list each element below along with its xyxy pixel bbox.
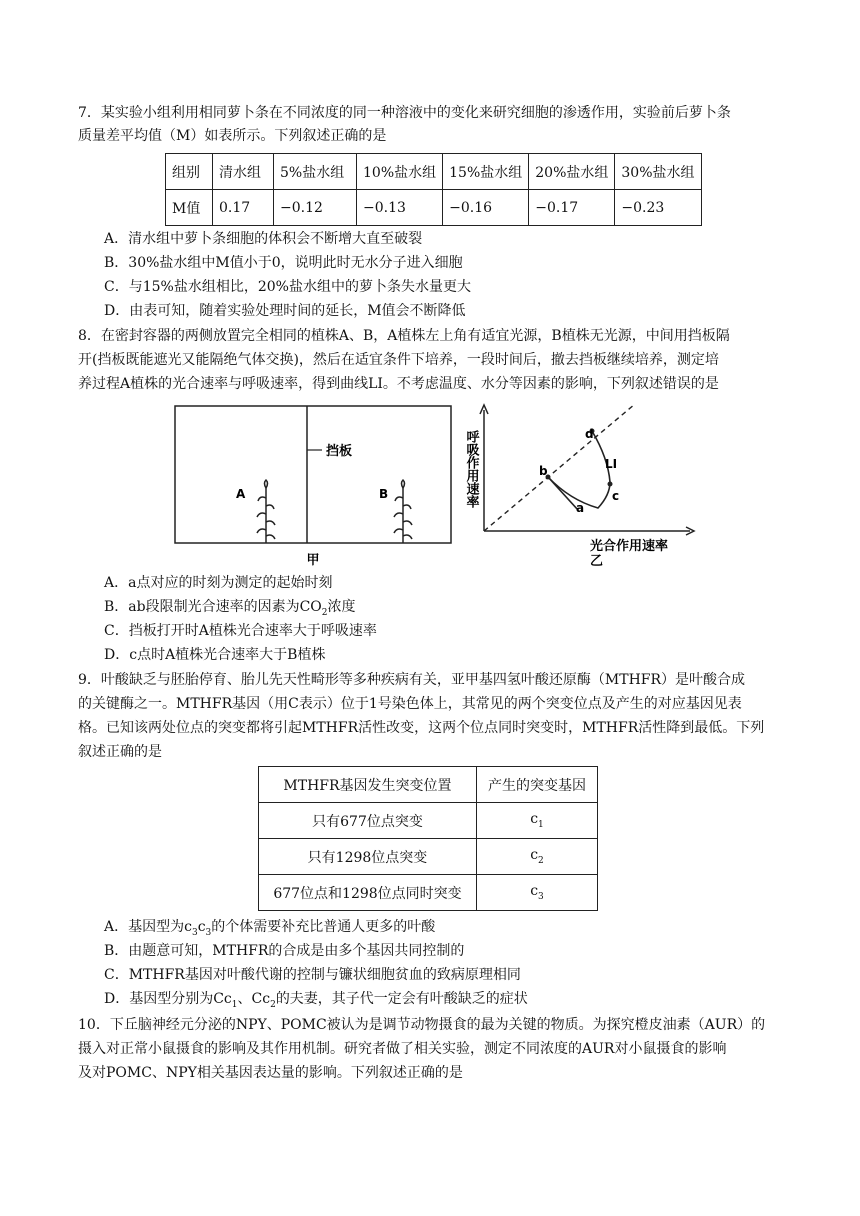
q7-stem-line2: 质量差平均值（M）如表所示。下列叙述正确的是 [78,128,387,144]
q7-option-b: B．30%盐水组中M值小于0，说明此时无水分子进入细胞 [104,255,463,271]
option-text: D．基因型分别为Cc [104,991,232,1007]
q9-table-header-row [259,767,598,803]
table-cell: 清水组 [213,154,274,190]
subscript: 1 [231,999,238,1010]
curve-li [548,431,610,508]
table-row [259,875,598,911]
y-axis-label: 呼吸作用速率 [463,430,479,508]
q8-figure-jia [170,400,460,572]
subscript: 3 [205,927,212,938]
q10-stem-line1: 10．下丘脑神经元分泌的NPY、POMC被认为是调节动物摄食的最为关键的物质。为探究橙皮油素（AUR）的 [78,1017,766,1033]
table-cell: −0.23 [615,190,701,226]
table-cell: 15%盐水组 [443,154,529,190]
table-cell [477,875,598,911]
q9-option-d [104,989,528,1015]
subscript: 2 [538,855,544,866]
q8-option-c: C．挡板打开时A植株光合速率大于呼吸速率 [104,623,377,639]
q9-option-c: C．MTHFR基因对叶酸代谢的控制与镰状细胞贫血的致病原理相同 [104,967,521,983]
q7-table-header-row [166,154,702,190]
option-text: 、Cc [237,991,271,1007]
q10-stem-line3: 及对POMC、NPY相关基因表达量的影响。下列叙述正确的是 [78,1065,463,1081]
table-cell: 5%盐水组 [274,154,357,190]
table-cell: 只有677位点突变 [259,803,477,839]
table-cell: −0.12 [274,190,357,226]
plant-a-icon [257,480,275,543]
table-cell: 组别 [166,154,213,190]
table-row [259,839,598,875]
subscript: 2 [321,607,328,618]
q7-table-data-row [166,190,702,226]
figure-jia-caption: 甲 [306,553,320,568]
table-cell: 30%盐水组 [615,154,701,190]
table-cell [477,839,598,875]
table-row [259,803,598,839]
q8-option-d: D．c点时A植株光合速率大于B植株 [104,647,326,663]
option-text: A．基因型为c [104,919,192,935]
point-b-label: b [539,464,548,478]
q9-table [258,766,598,911]
option-text: 浓度 [327,599,356,615]
curve-li-label: LI [605,457,618,471]
table-cell: 产生的突变基因 [477,767,598,803]
table-cell: 只有1298位点突变 [259,839,477,875]
q9-option-b: B．由题意可知，MTHFR的合成是由多个基因共同控制的 [104,943,465,959]
subscript: 3 [191,927,198,938]
table-cell: 677位点和1298位点同时突变 [259,875,477,911]
subscript: 1 [538,819,544,830]
q8-figure-yi [460,400,710,572]
subscript: 3 [538,891,544,902]
option-text: 的个体需要补充比普通人更多的叶酸 [211,919,436,935]
q8-stem-line1: 8．在密封容器的两侧放置完全相同的植株A、B，A植株左上角有适宜光源，B植株无光源，中间用挡板隔 [78,328,730,344]
table-cell: MTHFR基因发生突变位置 [259,767,477,803]
q8-option-a: A．a点对应的时刻为测定的起始时刻 [104,575,333,591]
table-cell: −0.16 [443,190,529,226]
q7-table [165,153,702,226]
option-text: 的夫妻，其子代一定会有叶酸缺乏的症状 [275,991,528,1007]
table-cell: 0.17 [213,190,274,226]
q9-stem-line1: 9．叶酸缺乏与胚胎停育、胎儿先天性畸形等多种疾病有关，亚甲基四氢叶酸还原酶（MTHFR）是叶酸合成 [78,672,746,688]
q8-option-b [104,597,356,623]
table-cell: −0.13 [357,190,443,226]
q8-stem-line3: 养过程A植株的光合速率与呼吸速率，得到曲线LI。不考虑温度、水分等因素的影响，下列叙述错误的是 [78,376,719,392]
q9-option-a [104,917,435,943]
curve-ab-segment [548,477,578,510]
plant-b-icon [394,480,412,543]
table-cell: −0.17 [529,190,615,226]
gene-symbol: c [530,847,539,864]
option-text: c [197,919,206,935]
figure-yi-caption: 乙 [590,554,604,569]
option-text: B．ab段限制光合速率的因素为CO [104,599,322,615]
table-cell: 20%盐水组 [529,154,615,190]
x-axis-label: 光合作用速率 [590,539,669,554]
q10-stem-line2: 摄入对正常小鼠摄食的影响及其作用机制。研究者做了相关实验，测定不同浓度的AUR对小鼠摄食的影响 [78,1041,727,1057]
table-cell: M值 [166,190,213,226]
point-d-label: d [585,427,594,441]
plant-a-label: A [236,487,246,501]
q7-option-a: A．清水组中萝卜条细胞的体积会不断增大直至破裂 [104,231,423,247]
plant-b-label: B [379,487,389,501]
q9-stem-line2: 的关键酶之一。MTHFR基因（用C表示）位于1号染色体上，其常见的两个突变位点及产生的对应基因见表 [78,696,742,712]
table-cell: 10%盐水组 [357,154,443,190]
subscript: 2 [270,999,276,1010]
table-cell [477,803,598,839]
q8-stem-line2: 开(挡板既能遮光又能隔绝气体交换)，然后在适宜条件下培养，一段时间后，撤去挡板继续培养，测定培 [78,352,719,368]
q7-option-d: D．由表可知，随着实验处理时间的延长，M值会不断降低 [104,303,466,319]
point-c-label: c [612,489,620,503]
q7-stem-line1: 7．某实验小组利用相同萝卜条在不同浓度的同一种溶液中的变化来研究细胞的渗透作用，实验前后萝卜条 [78,105,731,121]
q9-stem-line4: 叙述正确的是 [78,744,162,760]
point-c [608,482,613,487]
board-label: 挡板 [326,444,353,459]
q7-option-c: C．与15%盐水组相比，20%盐水组中的萝卜条失水量更大 [104,279,471,295]
gene-symbol: c [530,883,539,900]
q9-stem-line3: 格。已知该两处位点的突变都将引起MTHFR活性改变，这两个位点同时突变时，MTHFR活性降到最低。下列 [78,720,765,736]
gene-symbol: c [530,811,539,828]
point-a-label: a [576,501,585,515]
